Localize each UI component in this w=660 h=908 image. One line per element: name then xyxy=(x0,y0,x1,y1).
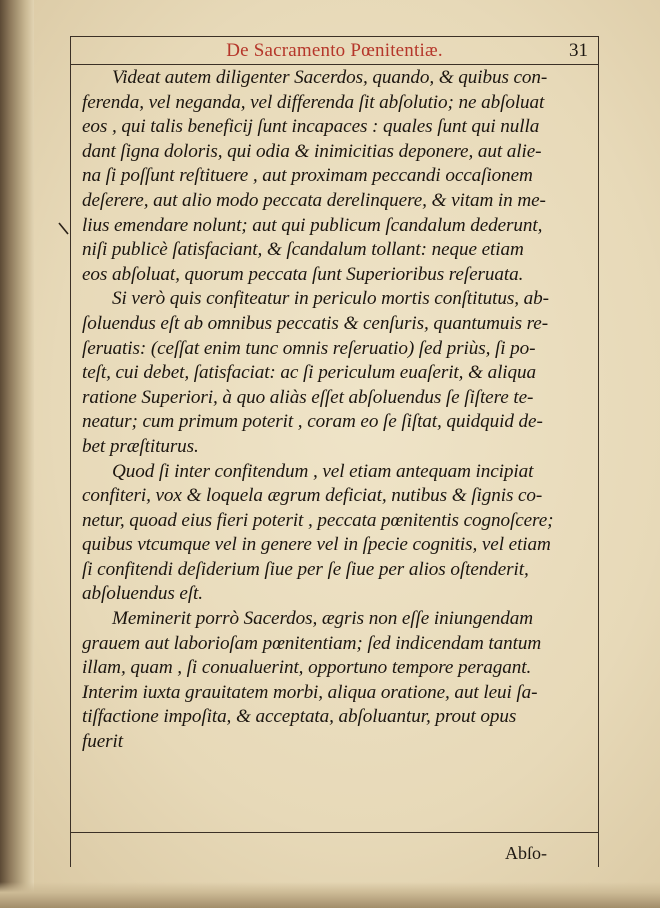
text-line: eos abſoluat, quorum peccata ſunt Superioribus reſeruata. xyxy=(82,263,524,285)
catchword: Abſo- xyxy=(505,843,547,863)
margin-mark-icon xyxy=(58,222,70,236)
body-text xyxy=(82,66,592,755)
text-line: eos , qui talis beneficij ſunt incapaces : quales ſunt qui nulla xyxy=(82,116,540,138)
text-line: dant ſigna doloris, qui odia & inimicitias deponere, aut alie- xyxy=(82,140,542,162)
text-line: Quod ſi inter confitendum , vel etiam antequam incipiat xyxy=(112,460,534,482)
text-line: ſeruatis: (ceſſat enim tunc omnis reſeruatio) ſed priùs, ſi po- xyxy=(82,337,536,359)
text-line: bet præſtiturus. xyxy=(82,435,199,457)
text-line: na ſi poſſunt reſtituere , aut proximam peccandi occaſionem xyxy=(82,165,533,187)
text-line: tiſfactione impoſita, & acceptata, abſoluantur, prout opus xyxy=(82,706,517,728)
text-line: niſi publicè ſatisfaciant, & ſcandalum tollant: neque etiam xyxy=(82,239,524,261)
text-line: abſoluendus eſt. xyxy=(82,583,203,605)
text-line: lius emendare nolunt; aut qui publicum ſcandalum dederunt, xyxy=(82,214,543,236)
header-rule xyxy=(70,64,599,65)
text-line: fuerit xyxy=(82,731,123,753)
text-line: Si verò quis confiteatur in periculo mortis conſtitutus, ab- xyxy=(112,288,549,310)
text-line: quibus vtcumque vel in genere vel in ſpecie cognitis, vel etiam xyxy=(82,534,551,556)
text-line: confiteri, vox & loquela ægrum deficiat, nutibus & ſignis co- xyxy=(82,485,543,507)
text-line: Videat autem diligenter Sacerdos, quando, & quibus con- xyxy=(112,67,548,88)
book-gutter xyxy=(0,0,34,908)
text-line: neatur; cum primum poterit , coram eo ſe ſiſtat, quidquid de- xyxy=(82,411,543,433)
text-line: ferenda, vel neganda, vel differenda ſit abſolutio; ne abſoluat xyxy=(82,91,545,113)
text-line: illam, quam , ſi conualuerint, opportuno tempore peragant. xyxy=(82,657,532,679)
text-line: deſerere, aut alio modo peccata derelinquere, & vitam in me- xyxy=(82,189,546,211)
text-line: Meminerit porrò Sacerdos, ægris non eſſe iniungendam xyxy=(112,608,533,630)
page-number: 31 xyxy=(569,40,588,61)
text-line: ſi confitendi deſiderium ſiue per ſe ſiue per alios oſtenderit, xyxy=(82,558,529,580)
footer-rule xyxy=(70,832,599,833)
text-line: Interim iuxta grauitatem morbi, aliqua oratione, aut leui ſa- xyxy=(82,681,538,703)
text-line: netur, quoad eius fieri poterit , peccata pœnitentis cognoſcere; xyxy=(82,509,554,531)
text-line: ratione Superiori, à quo aliàs eſſet abſoluendus ſe ſiſtere te- xyxy=(82,386,534,408)
text-line: grauem aut laborioſam pœnitentiam; ſed indicendam tantum xyxy=(82,632,542,654)
running-title: De Sacramento Pœnitentiæ. xyxy=(226,40,443,61)
page-bottom-edge xyxy=(0,882,660,908)
text-line: teſt, cui debet, ſatisfaciat: ac ſi periculum euaſerit, & aliqua xyxy=(82,362,537,384)
text-line: ſoluendus eſt ab omnibus peccatis & cenſuris, quantumuis re- xyxy=(82,312,548,334)
